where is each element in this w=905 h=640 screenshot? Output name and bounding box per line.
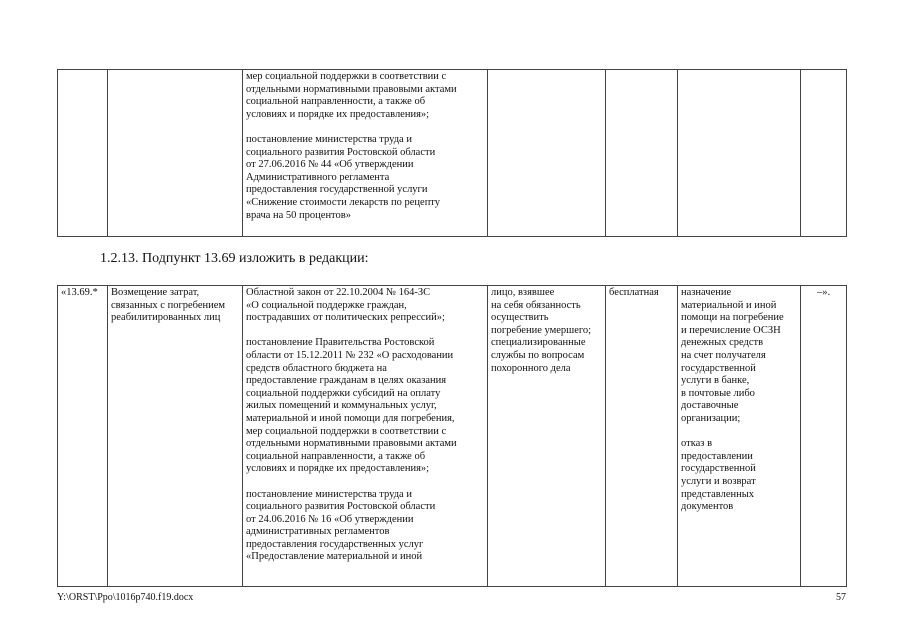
recipients-cell xyxy=(488,70,606,237)
text-line: и перечисление ОСЗН xyxy=(681,324,781,336)
last-cell xyxy=(801,286,847,587)
text-line: врача на 50 процентов» xyxy=(246,209,351,221)
blank-line xyxy=(246,325,484,338)
text-line: Возмещение затрат, xyxy=(111,287,200,298)
blank-line xyxy=(246,121,484,134)
text-line: социальной поддержки субсидий на оплату xyxy=(246,387,441,399)
text-line: помощи на погребение xyxy=(681,312,784,324)
text-line: специализированные xyxy=(491,337,586,349)
measure-cell xyxy=(108,286,243,587)
text-line: отдельными нормативными правовыми актами xyxy=(246,438,457,450)
text-line: предоставления государственной услуги xyxy=(246,184,428,196)
table-row xyxy=(58,286,847,587)
text-line: «Снижение стоимости лекарств по рецепту xyxy=(246,196,441,208)
text-line: от 24.06.2016 № 16 «Об утверждении xyxy=(246,513,414,525)
text-line: связанных с погребением xyxy=(111,299,226,311)
text-line: «Предоставление материальной и иной xyxy=(246,551,423,563)
text-line: на себя обязанность xyxy=(491,299,581,311)
text-line: отказ в xyxy=(681,438,713,450)
text-line: средств областного бюджета на xyxy=(246,362,387,374)
text-line: представленных xyxy=(681,488,755,500)
terms-cell xyxy=(606,70,678,237)
footer-file-path: Y:\ORST\Ppo\1016p740.f19.docx xyxy=(57,592,194,603)
recipients-cell xyxy=(488,286,606,587)
text-line: погребение умершего; xyxy=(491,324,592,336)
text-line: социального развития Ростовской области xyxy=(246,501,436,513)
text-line: условиях и порядке их предоставления»; xyxy=(246,108,430,120)
text-line: в почтовые либо xyxy=(681,387,755,399)
text-line: похоронного дела xyxy=(491,362,571,374)
text-line: службы по вопросам xyxy=(491,349,585,361)
text-line: мер социальной поддержки в соответствии с xyxy=(246,71,447,82)
text-line: Областной закон от 22.10.2004 № 164-ЗС xyxy=(246,287,431,298)
text-line: социального развития Ростовской области xyxy=(246,146,436,158)
text-line: назначение xyxy=(681,287,732,298)
text-line: Административного регламента xyxy=(246,171,390,183)
text-line: области от 15.12.2011 № 232 «О расходовании xyxy=(246,349,454,361)
text-line: пострадавших от политических репрессий»; xyxy=(246,312,445,324)
number-cell: «13.69.* xyxy=(58,286,108,587)
number-cell xyxy=(58,70,108,237)
text-line: государственной xyxy=(681,463,756,475)
legal-basis-cell xyxy=(243,70,488,237)
top-table-fragment xyxy=(57,69,847,237)
text-line: материальной и иной помощи для погребения, xyxy=(246,412,455,424)
text-line: денежных средств xyxy=(681,337,764,349)
text-line: осуществить xyxy=(491,312,549,324)
text-line: отдельными нормативными правовыми актами xyxy=(246,83,457,95)
text-line: государственной xyxy=(681,362,756,374)
result-cell xyxy=(678,70,801,237)
text-line: реабилитированных лиц xyxy=(111,312,221,324)
text-line: документов xyxy=(681,501,734,513)
text-line: организации; xyxy=(681,412,741,424)
text-line: доставочные xyxy=(681,400,739,412)
text-line: предоставления государственных услуг xyxy=(246,538,424,550)
result-cell xyxy=(678,286,801,587)
text-line: лицо, взявшее xyxy=(491,287,555,298)
text-line: услуги и возврат xyxy=(681,475,756,487)
text-line: услуги в банке, xyxy=(681,375,750,387)
text-line: материальной и иной xyxy=(681,299,777,311)
section-heading: 1.2.13. Подпункт 13.69 изложить в редакции: xyxy=(100,251,369,266)
legal-basis-cell xyxy=(243,286,488,587)
last-cell xyxy=(801,70,847,237)
measure-cell xyxy=(108,70,243,237)
text-line: постановление Правительства Ростовской xyxy=(246,337,435,349)
text-line: постановление министерства труда и xyxy=(246,133,412,145)
text-line: мер социальной поддержки в соответствии с xyxy=(246,425,447,437)
text-line: постановление министерства труда и xyxy=(246,488,412,500)
table-row xyxy=(58,70,847,237)
text-line: условиях и порядке их предоставления»; xyxy=(246,463,430,475)
footer-page-number: 57 xyxy=(836,592,846,603)
bottom-table-fragment xyxy=(57,285,847,587)
text-line: «О социальной поддержке граждан, xyxy=(246,299,407,311)
text-line: бесплатная xyxy=(609,287,659,298)
text-line: социальной направленности, а также об xyxy=(246,450,426,462)
text-line: –». xyxy=(816,287,831,298)
blank-line xyxy=(681,426,797,439)
text-line: от 27.06.2016 № 44 «Об утверждении xyxy=(246,159,414,171)
text-line: на счет получателя xyxy=(681,349,766,361)
terms-cell xyxy=(606,286,678,587)
text-line: предоставление гражданам в целях оказания xyxy=(246,375,447,387)
text-line: предоставлении xyxy=(681,450,753,462)
text-line: социальной направленности, а также об xyxy=(246,96,426,108)
blank-line xyxy=(246,476,484,489)
text-line: административных регламентов xyxy=(246,526,390,538)
text-line: жилых помещений и коммунальных услуг, xyxy=(246,400,437,412)
